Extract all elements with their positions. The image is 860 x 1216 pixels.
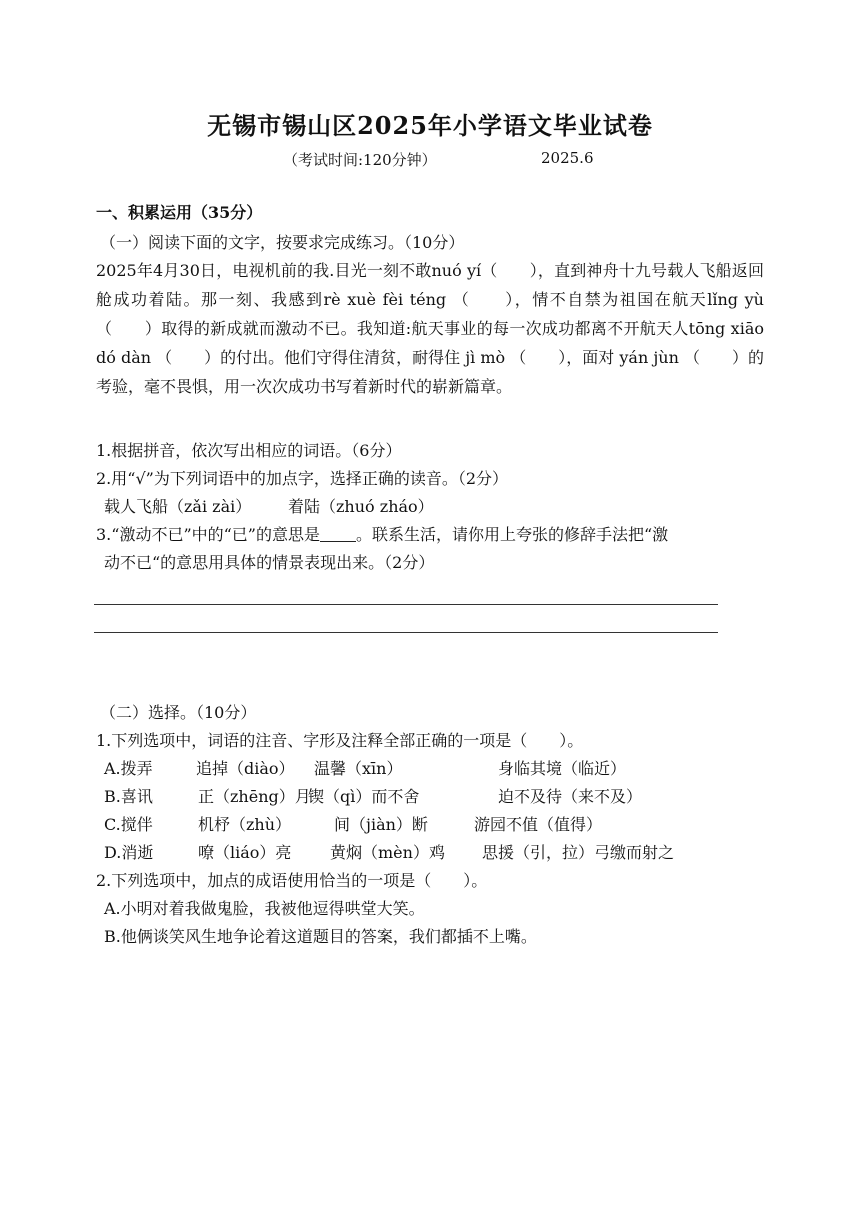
option-word: 追掉（diào）	[196, 759, 295, 778]
option-word: 间（jiàn）断	[334, 815, 428, 834]
question-1: 1.根据拼音，依次写出相应的词语。（6分）	[96, 441, 402, 460]
option-word: 温馨（xīn）	[314, 759, 403, 778]
answer-line[interactable]	[94, 632, 718, 633]
reading-passage: 2025年4月30日，电视机前的我.目光一刻不敢nuó yí（ ），直到神舟十九号载人飞船返回舱成功着陆。那一刻、我感到rè xuè fèi téng （ ），情不自禁为祖国在航天lǐng yù （ ）取得的新成就而激动不已。我知道:航天事业的每一次成功都离不开航天人tōng xiāo dó dàn （ ）的付出。他们守得住清贫，耐得住 jì mò （ ），面对 yán jùn （ ）的考验，毫不畏惧，用一次次成功书写着新时代的崭新篇章。	[96, 261, 764, 396]
option-word: 思援（引，拉）弓缴而射之	[482, 843, 675, 862]
option-word: 身临其境（临近）	[498, 759, 627, 778]
exam-time: （考试时间:120分钟）	[283, 151, 437, 169]
choice-option-a: A.小明对着我做鬼脸，我被他逗得哄堂大笑。	[104, 899, 425, 918]
question-3-text-b: 。联系生活，请你用上夸张的修辞手法把“激	[356, 525, 669, 544]
section-heading: 一、积累运用（35分）	[96, 203, 263, 222]
question-3-line-2: 动不已“的意思用具体的情景表现出来。（2分）	[104, 553, 435, 572]
part1-heading: （一）阅读下面的文字，按要求完成练习。（10分）	[100, 233, 465, 252]
fill-blank[interactable]	[320, 527, 356, 542]
option-word: 锲（qì）而不舍	[308, 787, 420, 806]
option-word: B.喜讯	[104, 787, 153, 806]
part2-heading: （二）选择。（10分）	[100, 703, 257, 722]
exam-date: 2025.6	[541, 149, 594, 167]
option-word: C.搅伴	[104, 815, 153, 834]
question-2-item-b: 着陆（zhuó zháo）	[288, 497, 434, 516]
option-word: A.拨弄	[104, 759, 153, 778]
exam-title: 无锡市锡山区2025年小学语文毕业试卷	[207, 111, 653, 140]
question-3	[96, 524, 668, 546]
question-2-item-a: 载人飞船（zǎi zài）	[104, 497, 252, 516]
option-word: 嘹（liáo）亮	[198, 843, 292, 862]
question-3-text-a: 3.“激动不已”中的“已”的意思是	[96, 525, 320, 544]
option-word: 正（zhēng）月	[198, 787, 311, 806]
option-word: 机杼（zhù）	[198, 815, 292, 834]
option-word: D.消逝	[104, 843, 154, 862]
option-word: 迫不及待（来不及）	[498, 787, 643, 806]
option-word: 黄焖（mèn）鸡	[330, 843, 445, 862]
option-word: 游园不值（值得）	[474, 815, 603, 834]
choice-question-2: 2.下列选项中，加点的成语使用恰当的一项是（ ）。	[96, 871, 488, 890]
choice-option-b: B.他俩谈笑风生地争论着这道题目的答案，我们都插不上嘴。	[104, 927, 537, 946]
answer-line[interactable]	[94, 604, 718, 605]
question-2: 2.用“√”为下列词语中的加点字，选择正确的读音。（2分）	[96, 469, 509, 488]
choice-question-1: 1.下列选项中，词语的注音、字形及注释全部正确的一项是（ ）。	[96, 731, 584, 750]
